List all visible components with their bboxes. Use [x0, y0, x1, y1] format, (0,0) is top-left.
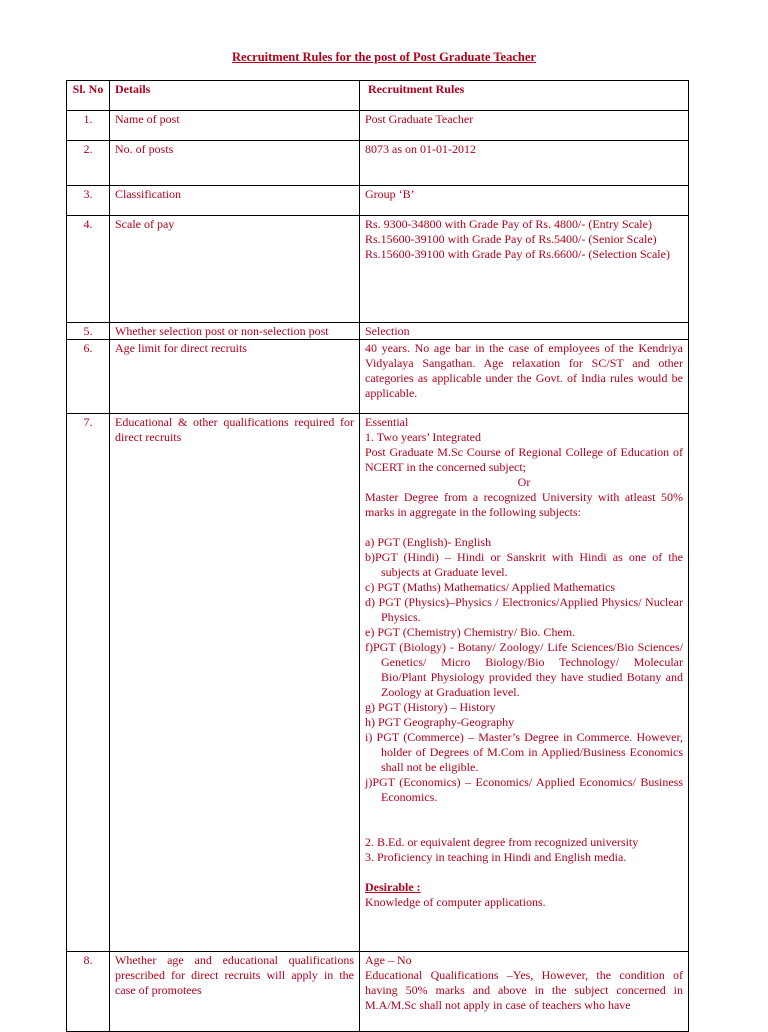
row-rules: [360, 216, 689, 323]
row-rules: 8073 as on 01-01-2012: [360, 141, 689, 186]
subject-item: b)PGT (Hindi) – Hindi or Sanskrit with Hindi as one of the subjects at Graduate level.: [365, 550, 683, 579]
row-sl: 1.: [67, 111, 110, 141]
header-details: Details: [110, 81, 360, 111]
row-rules: 40 years. No age bar in the case of employees of the Kendriya Vidyalaya Sangathan. Age relaxation for SC/ST and other categories as applicable under the Govt. of India rules would be applicable.: [360, 340, 689, 414]
subject-item: c) PGT (Maths) Mathematics/ Applied Mathematics: [365, 580, 616, 594]
row-rules: Selection: [360, 323, 689, 340]
qualification-1a: 1. Two years’ Integrated: [365, 430, 482, 444]
row-details: Classification: [110, 186, 360, 216]
row-sl: 4.: [67, 216, 110, 323]
qualification-2: 2. B.Ed. or equivalent degree from recognized university: [365, 835, 639, 849]
row-sl: 3.: [67, 186, 110, 216]
subject-item: e) PGT (Chemistry) Chemistry/ Bio. Chem.: [365, 625, 576, 639]
pay-scale-senior: Rs.15600-39100 with Grade Pay of Rs.5400/- (Senior Scale): [365, 232, 657, 246]
subject-item: i) PGT (Commerce) – Master’s Degree in Commerce. However, holder of Degrees of M.Com in Applied/Business Economics shall not be eligible.: [365, 730, 683, 774]
table-row: [67, 414, 689, 952]
table-row: [67, 216, 689, 323]
subject-item: f)PGT (Biology) - Botany/ Zoology/ Life Sciences/Bio Sciences/ Genetics/ Micro Biology/Bio Technology/ Molecular Bio/Plant Physiology provided they have studied Botany and Zoology at Graduation level.: [365, 640, 683, 699]
document-title: [0, 50, 768, 65]
row-details: Age limit for direct recruits: [110, 340, 360, 414]
qualification-1b: Post Graduate M.Sc Course of Regional College of Education of NCERT in the concerned subject;: [365, 445, 683, 474]
row-rules: Post Graduate Teacher: [360, 111, 689, 141]
row-details: Scale of pay: [110, 216, 360, 323]
table-row: [67, 186, 689, 216]
qualification-3: 3. Proficiency in teaching in Hindi and English media.: [365, 850, 627, 864]
row-details: No. of posts: [110, 141, 360, 186]
pay-scale-entry: Rs. 9300-34800 with Grade Pay of Rs. 4800/- (Entry Scale): [365, 217, 652, 231]
subject-item: h) PGT Geography-Geography: [365, 715, 515, 729]
title-prefix: Recruitment Rules for the post of: [232, 50, 410, 64]
row-sl: 7.: [67, 414, 110, 952]
header-recruitment-rules: Recruitment Rules: [360, 81, 689, 111]
row-details: Educational & other qualifications required for direct recruits: [110, 414, 360, 952]
row-sl: 2.: [67, 141, 110, 186]
subject-item: j)PGT (Economics) – Economics/ Applied Economics/ Business Economics.: [365, 775, 683, 804]
desirable-label: Desirable :: [365, 880, 421, 894]
row-rules: [360, 952, 689, 1032]
or-text: Or: [517, 475, 531, 489]
essential-label: Essential: [365, 415, 409, 429]
table-row: [67, 340, 689, 414]
row-sl: 8.: [67, 952, 110, 1032]
title-post: Post Graduate Teacher: [413, 50, 536, 64]
row-details: Whether selection post or non-selection post: [110, 323, 360, 340]
qualification-1c: Master Degree from a recognized University with atleast 50% marks in aggregate in the following subjects:: [365, 490, 683, 519]
table-row: [67, 323, 689, 340]
desirable-text: Knowledge of computer applications.: [365, 895, 546, 909]
row-details: Name of post: [110, 111, 360, 141]
table-row: [67, 952, 689, 1032]
recruitment-rules-table: [66, 80, 689, 1032]
row-sl: 6.: [67, 340, 110, 414]
promotee-qualifications: Educational Qualifications –Yes, However, the condition of having 50% marks and above in the subject concerned in M.A/M.Sc shall not apply in case of teachers who have: [365, 968, 683, 1012]
pay-scale-selection: Rs.15600-39100 with Grade Pay of Rs.6600/- (Selection Scale): [365, 247, 670, 261]
subject-item: d) PGT (Physics)–Physics / Electronics/Applied Physics/ Nuclear Physics.: [365, 595, 683, 624]
table-row: [67, 141, 689, 186]
table-header-row: [67, 81, 689, 111]
row-rules: [360, 414, 689, 952]
table-row: [67, 111, 689, 141]
row-sl: 5.: [67, 323, 110, 340]
header-sl-no: Sl. No: [67, 81, 110, 111]
subject-item: a) PGT (English)- English: [365, 535, 492, 549]
subject-item: g) PGT (History) – History: [365, 700, 496, 714]
row-details: Whether age and educational qualifications prescribed for direct recruits will apply in the case of promotees: [110, 952, 360, 1032]
promotee-age: Age – No: [365, 953, 412, 967]
row-rules: Group ‘B’: [360, 186, 689, 216]
